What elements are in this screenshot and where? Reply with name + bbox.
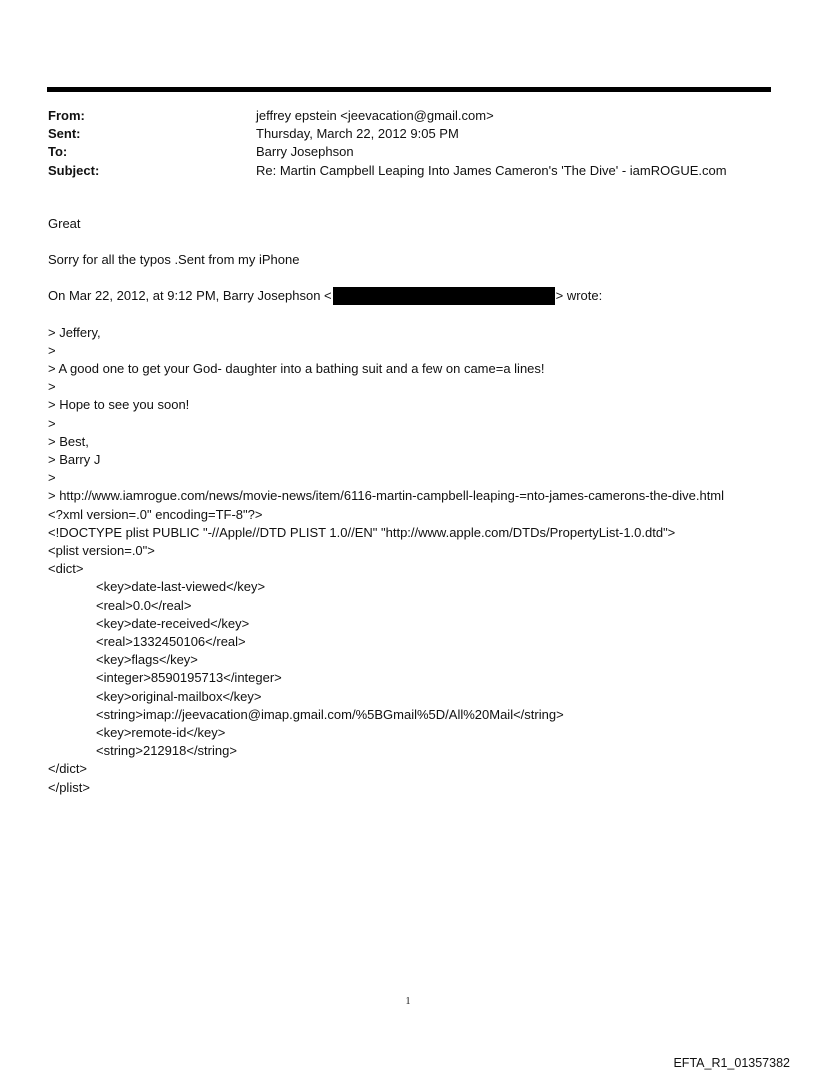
reply-intro-before: On Mar 22, 2012, at 9:12 PM, Barry Josephson < bbox=[48, 288, 332, 304]
plist-entry: <integer>8590195713</integer> bbox=[96, 670, 282, 686]
sent-row bbox=[48, 125, 768, 143]
to-label: To: bbox=[48, 144, 68, 160]
greeting-line: Great bbox=[48, 216, 81, 231]
plist-entry: <string>imap://jeevacation@imap.gmail.com/%5BGmail%5D/All%20Mail</string> bbox=[96, 706, 564, 722]
from-value: jeffrey epstein <jeevacation@gmail.com> bbox=[256, 108, 494, 123]
subject-row bbox=[48, 162, 768, 180]
plist-entry: <key>original-mailbox</key> bbox=[96, 688, 262, 704]
reply-intro-after: > wrote: bbox=[555, 288, 603, 304]
plist-entry: <key>date-last-viewed</key> bbox=[96, 579, 266, 595]
quoted-line: > bbox=[48, 415, 56, 431]
header-rule bbox=[47, 87, 771, 92]
email-body bbox=[48, 215, 768, 797]
plist-entry: <real>1332450106</real> bbox=[96, 634, 246, 650]
plist-line: </plist> bbox=[48, 779, 90, 795]
plist-entry: <real>0.0</real> bbox=[96, 597, 192, 613]
plist-entry: <key>remote-id</key> bbox=[96, 725, 226, 741]
plist-entry: <key>date-received</key> bbox=[96, 615, 250, 631]
page-number: 1 bbox=[405, 996, 411, 1007]
to-value: Barry Josephson bbox=[256, 144, 354, 160]
from-row bbox=[48, 107, 768, 125]
quoted-line: > Jeffery, bbox=[48, 324, 101, 340]
from-label: From: bbox=[48, 108, 85, 123]
plist-line: <plist version=.0"> bbox=[48, 543, 155, 559]
sent-value: Thursday, March 22, 2012 9:05 PM bbox=[256, 126, 459, 142]
quoted-line: > Hope to see you soon! bbox=[48, 397, 190, 413]
subject-label: Subject: bbox=[48, 162, 100, 178]
plist-line: <!DOCTYPE plist PUBLIC "-//Apple//DTD PLIST 1.0//EN" "http://www.apple.com/DTDs/PropertyList-1.0.dtd"> bbox=[48, 524, 676, 540]
quoted-line: > A good one to get your God- daughter into a bathing suit and a few on came=a lines! bbox=[48, 361, 545, 377]
plist-line: <?xml version=.0" encoding=TF-8"?> bbox=[48, 506, 263, 522]
email-header bbox=[48, 107, 768, 180]
quoted-line: > Best, bbox=[48, 433, 89, 449]
plist-entry: <key>flags</key> bbox=[96, 652, 198, 668]
redaction-block bbox=[333, 287, 555, 305]
subject-value: Re: Martin Campbell Leaping Into James Cameron's 'The Dive' - iamROGUE.com bbox=[256, 162, 727, 178]
quoted-line: > bbox=[48, 379, 56, 395]
quoted-line: > bbox=[48, 470, 56, 486]
plist-line: <dict> bbox=[48, 561, 84, 577]
signature-line: Sorry for all the typos .Sent from my iPhone bbox=[48, 252, 300, 268]
quoted-line: > bbox=[48, 342, 56, 358]
bates-number: EFTA_R1_01357382 bbox=[673, 1056, 790, 1070]
to-row bbox=[48, 143, 768, 161]
plist-line: </dict> bbox=[48, 761, 88, 777]
plist-entry: <string>212918</string> bbox=[96, 743, 237, 759]
sent-label: Sent: bbox=[48, 126, 81, 142]
reply-intro-line bbox=[48, 287, 768, 305]
quoted-url-line: > http://www.iamrogue.com/news/movie-news/item/6116-martin-campbell-leaping-=nto-james-camerons-the-dive.html bbox=[48, 488, 725, 504]
quoted-line: > Barry J bbox=[48, 452, 101, 468]
